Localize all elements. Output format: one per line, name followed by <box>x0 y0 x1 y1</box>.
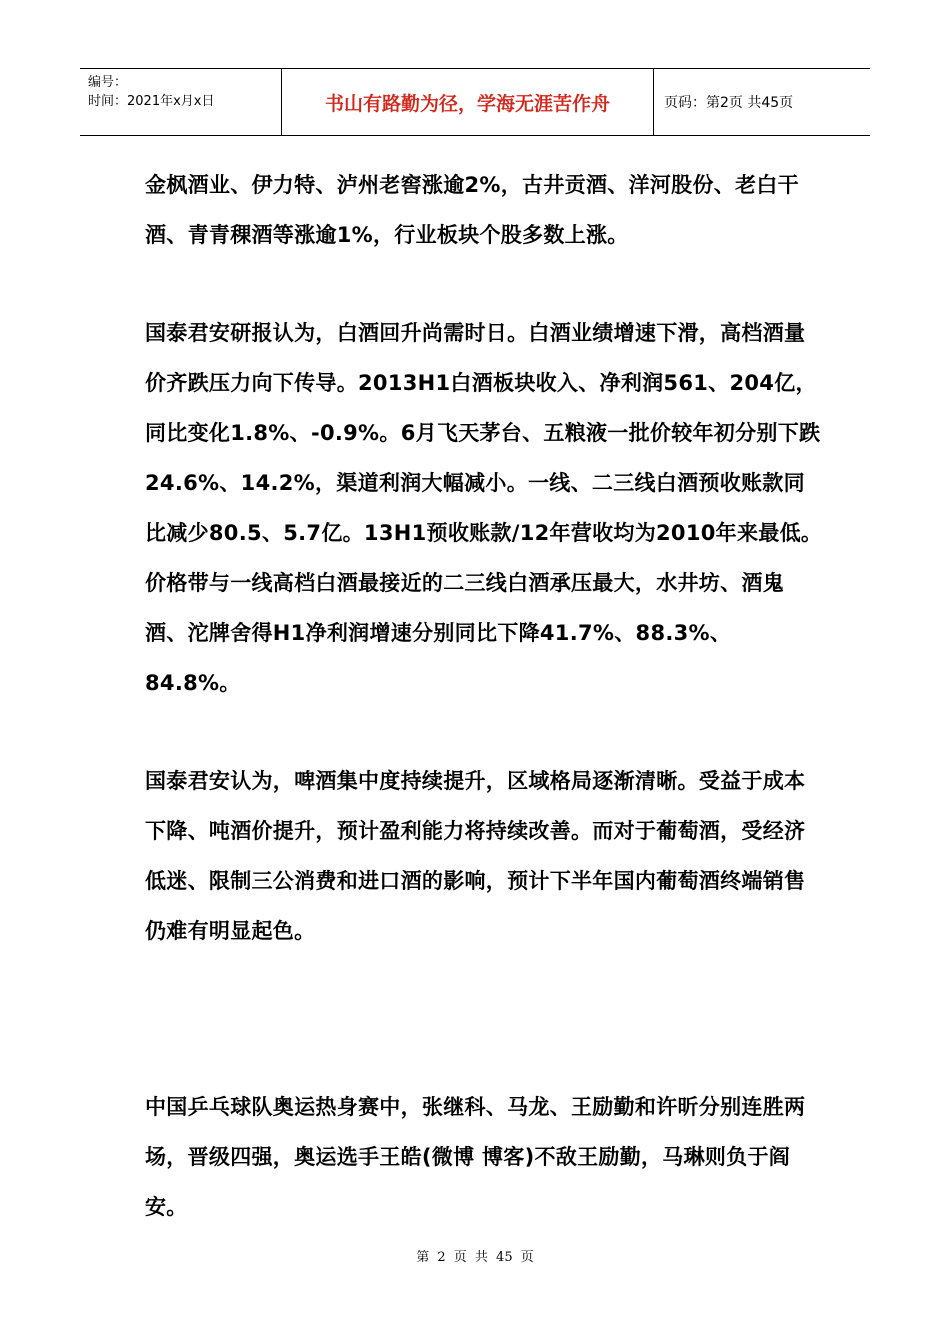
paragraph-table-tennis: 中国乒乓球队奥运热身赛中，张继科、马龙、王励勤和许昕分别连胜两场，晋级四强，奥运选手王皓(微博 博客)不敌王励勤，马琳则负于阎安。 <box>145 1095 806 1219</box>
header-meta <box>80 69 282 135</box>
paragraph-beer-wine: 国泰君安认为，啤酒集中度持续提升，区域格局逐渐清晰。受益于成本下降、吨酒价提升，预计盈利能力将持续改善。而对于葡萄酒，受经济低迷、限制三公消费和进口酒的影响，预计下半年国内葡萄酒终端销售仍难有明显起色。 <box>145 769 806 943</box>
page-footer: 第 2 页 共 45 页 <box>416 1250 534 1265</box>
page-header <box>80 68 870 136</box>
number-label: 编号： <box>88 75 128 90</box>
paragraph-baijiu-report: 国泰君安研报认为，白酒回升尚需时日。白酒业绩增速下滑，高档酒量价齐跌压力向下传导。2013H1白酒板块收入、净利润561、204亿，同比变化1.8%、-0.9%。6月飞天茅台、五粮液一批价较年初分别下跌24.6%、14.2%，渠道利润大幅减小。一线、二三线白酒预收账款同比减少80.5、5.7亿。13H1预收账款/12年营收均为2010年来最低。价格带与一线高档白酒最接近的二三线白酒承压最大，水井坊、酒鬼酒、沱牌舍得H1净利润增速分别同比下降41.7%、88.3%、84.8%。 <box>145 321 823 695</box>
header-page-info: 页码：第2页 共45页 <box>664 95 794 111</box>
time-label: 时间：2021年x月x日 <box>88 94 215 109</box>
header-motto: 书山有路勤为径，学海无涯苦作舟 <box>282 69 654 135</box>
paragraph-liquor-stocks: 金枫酒业、伊力特、泸州老窖涨逾2%，古井贡酒、洋河股份、老白干酒、青青稞酒等涨逾1%，行业板块个股多数上涨。 <box>145 173 799 247</box>
